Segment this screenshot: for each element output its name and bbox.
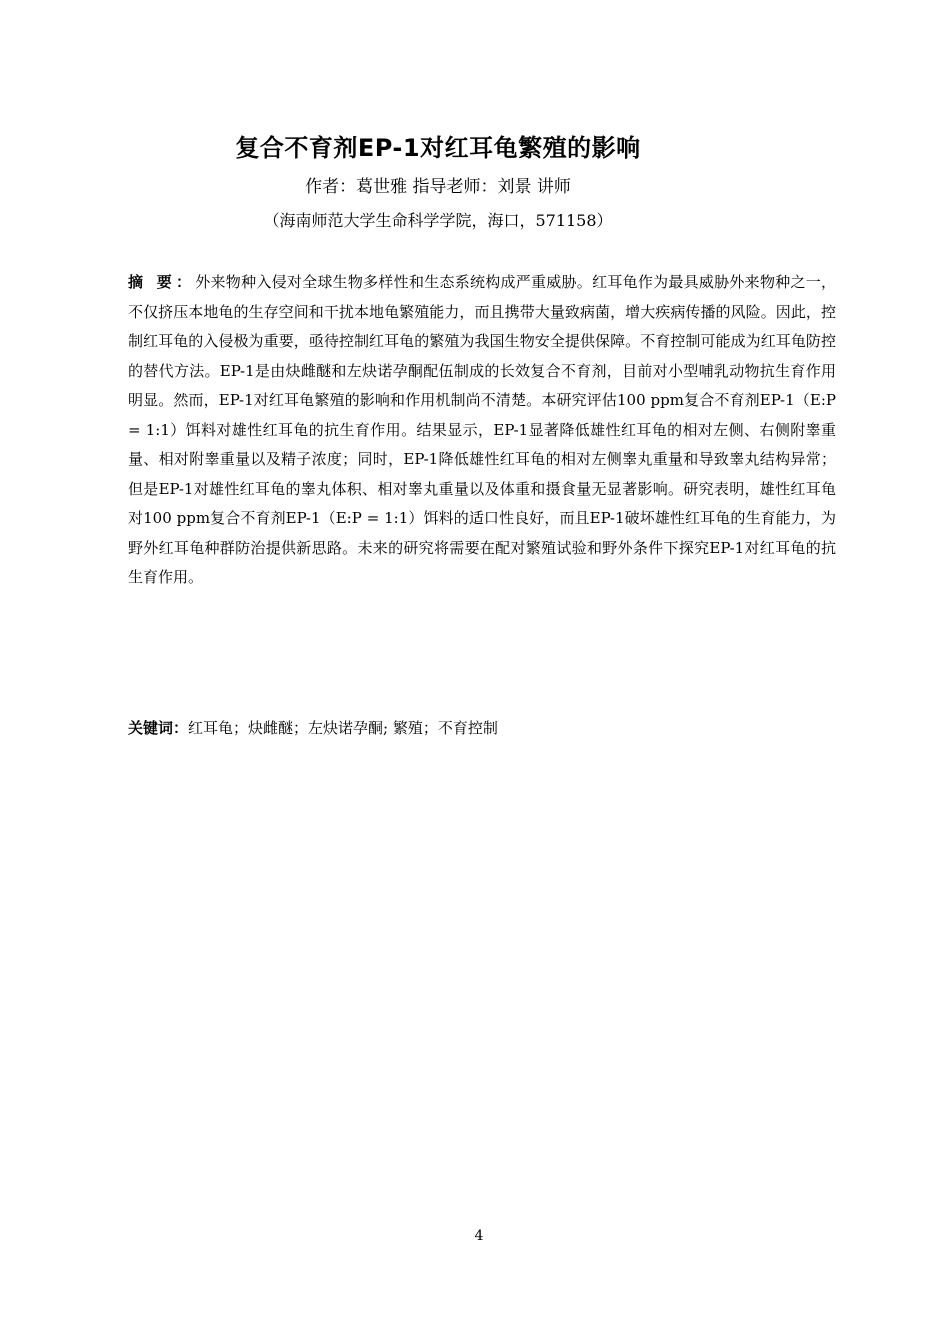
- author-affiliation: （海南师范大学生命科学学院，海口，571158）: [263, 211, 613, 230]
- document-title: 复合不育剂EP-1对红耳龟繁殖的影响: [235, 134, 641, 162]
- keywords-label: 关键词：: [128, 719, 189, 737]
- keywords-text: 红耳龟；炔雌醚；左炔诺孕酮; 繁殖；不育控制: [188, 719, 498, 737]
- page-number: 4: [474, 1228, 484, 1244]
- author-byline: 作者：葛世雅 指导老师：刘景 讲师: [305, 177, 571, 197]
- abstract-label: 摘 要：: [128, 273, 196, 291]
- abstract-text: 外来物种入侵对全球生物多样性和生态系统构成严重威胁。红耳龟作为最具威胁外来物种之一，不仅挤压本地龟的生存空间和干扰本地龟繁殖能力，而且携带大量致病菌，增大疾病传播的风险。因此，控制红耳龟的入侵极为重要，亟待控制红耳龟的繁殖为我国生物安全提供保障。不育控制可能成为红耳龟防控的替代方法。EP-1是由炔雌醚和左炔诺孕酮配伍制成的长效复合不育剂，目前对小型哺乳动物抗生育作用明显。然而，EP-1对红耳龟繁殖的影响和作用机制尚不清楚。本研究评估100 ppm复合不育剂EP-1（E:P = 1:1）饵料对雄性红耳龟的抗生育作用。结果显示，EP-1显著降低雄性红耳龟的相对左侧、右侧附睾重量、相对附睾重量以及精子浓度；同时，EP-1降低雄性红耳龟的相对左侧睾丸重量和导致睾丸结构异常；但是EP-1对雄性红耳龟的睾丸体积、相对睾丸重量以及体重和摄食量无显著影响。研究表明，雄性红耳龟对100 ppm复合不育剂EP-1（E:P = 1:1）饵料的适口性良好，而且EP-1破坏雄性红耳龟的生育能力，为野外红耳龟种群防治提供新思路。未来的研究将需要在配对繁殖试验和野外条件下探究EP-1对红耳龟的抗生育作用。: [128, 273, 836, 586]
- keywords-line: [128, 714, 836, 742]
- abstract-paragraph: [128, 268, 836, 593]
